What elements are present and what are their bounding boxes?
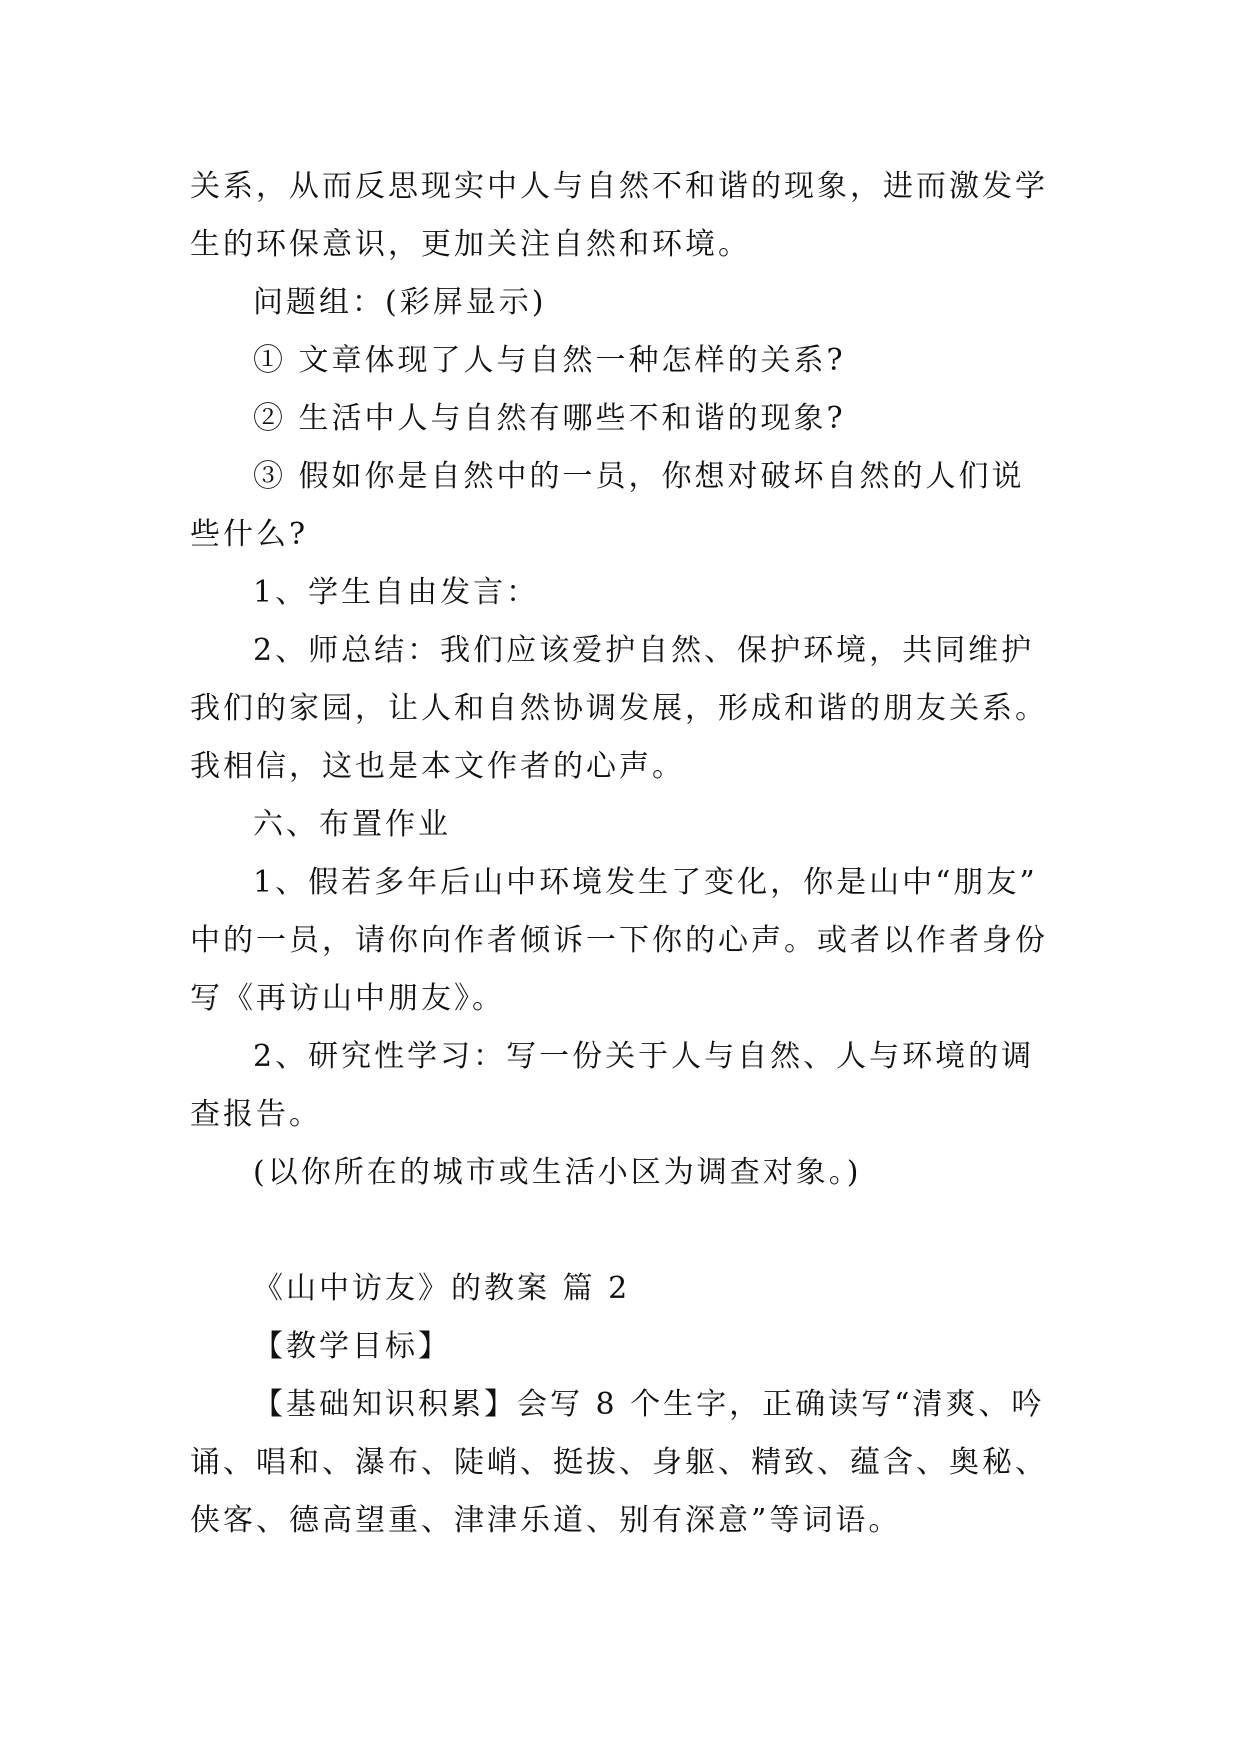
text-line: 些什么? — [190, 517, 309, 552]
text-line: 查报告。 — [190, 1097, 322, 1132]
document-body — [190, 158, 1070, 1550]
section-heading: 六、布置作业 — [253, 807, 451, 842]
text-line: 生的环保意识，更加关注自然和环境。 — [190, 227, 751, 262]
text-line: 问题组：(彩屏显示) — [253, 285, 547, 320]
text-line: 关系，从而反思现实中人与自然不和谐的现象，进而激发学 — [190, 169, 1048, 204]
text-line: 中的一员，请你向作者倾诉一下你的心声。或者以作者身份 — [190, 923, 1048, 958]
text-line: 我们的家园，让人和自然协调发展，形成和谐的朋友关系。 — [190, 691, 1048, 726]
text-line: 1、假若多年后山中环境发生了变化，你是山中“朋友” — [253, 865, 1038, 900]
question-item: ② 生活中人与自然有哪些不和谐的现象? — [253, 401, 846, 436]
text-line: 诵、唱和、瀑布、陡峭、挺拔、身躯、精致、蕴含、奥秘、 — [190, 1445, 1048, 1480]
text-line: 2、研究性学习：写一份关于人与自然、人与环境的调 — [253, 1039, 1035, 1074]
text-line: 写《再访山中朋友》。 — [190, 981, 505, 1016]
text-line: 侠客、德高望重、津津乐道、别有深意”等词语。 — [190, 1503, 902, 1538]
question-item: ① 文章体现了人与自然一种怎样的关系? — [253, 343, 846, 378]
blank-gap — [190, 1202, 1070, 1260]
text-line: (以你所在的城市或生活小区为调查对象。) — [253, 1155, 862, 1190]
question-item: ③ 假如你是自然中的一员，你想对破坏自然的人们说 — [253, 459, 1025, 494]
text-line: 1、学生自由发言： — [253, 575, 540, 610]
text-line: 【基础知识积累】会写 8 个生字，正确读写“清爽、吟 — [253, 1387, 1045, 1422]
article-title: 《山中访友》的教案 篇 2 — [253, 1271, 631, 1306]
text-line: 我相信，这也是本文作者的心声。 — [190, 749, 685, 784]
text-line: 2、师总结：我们应该爱护自然、保护环境，共同维护 — [253, 633, 1035, 668]
section-heading: 【教学目标】 — [253, 1329, 451, 1364]
